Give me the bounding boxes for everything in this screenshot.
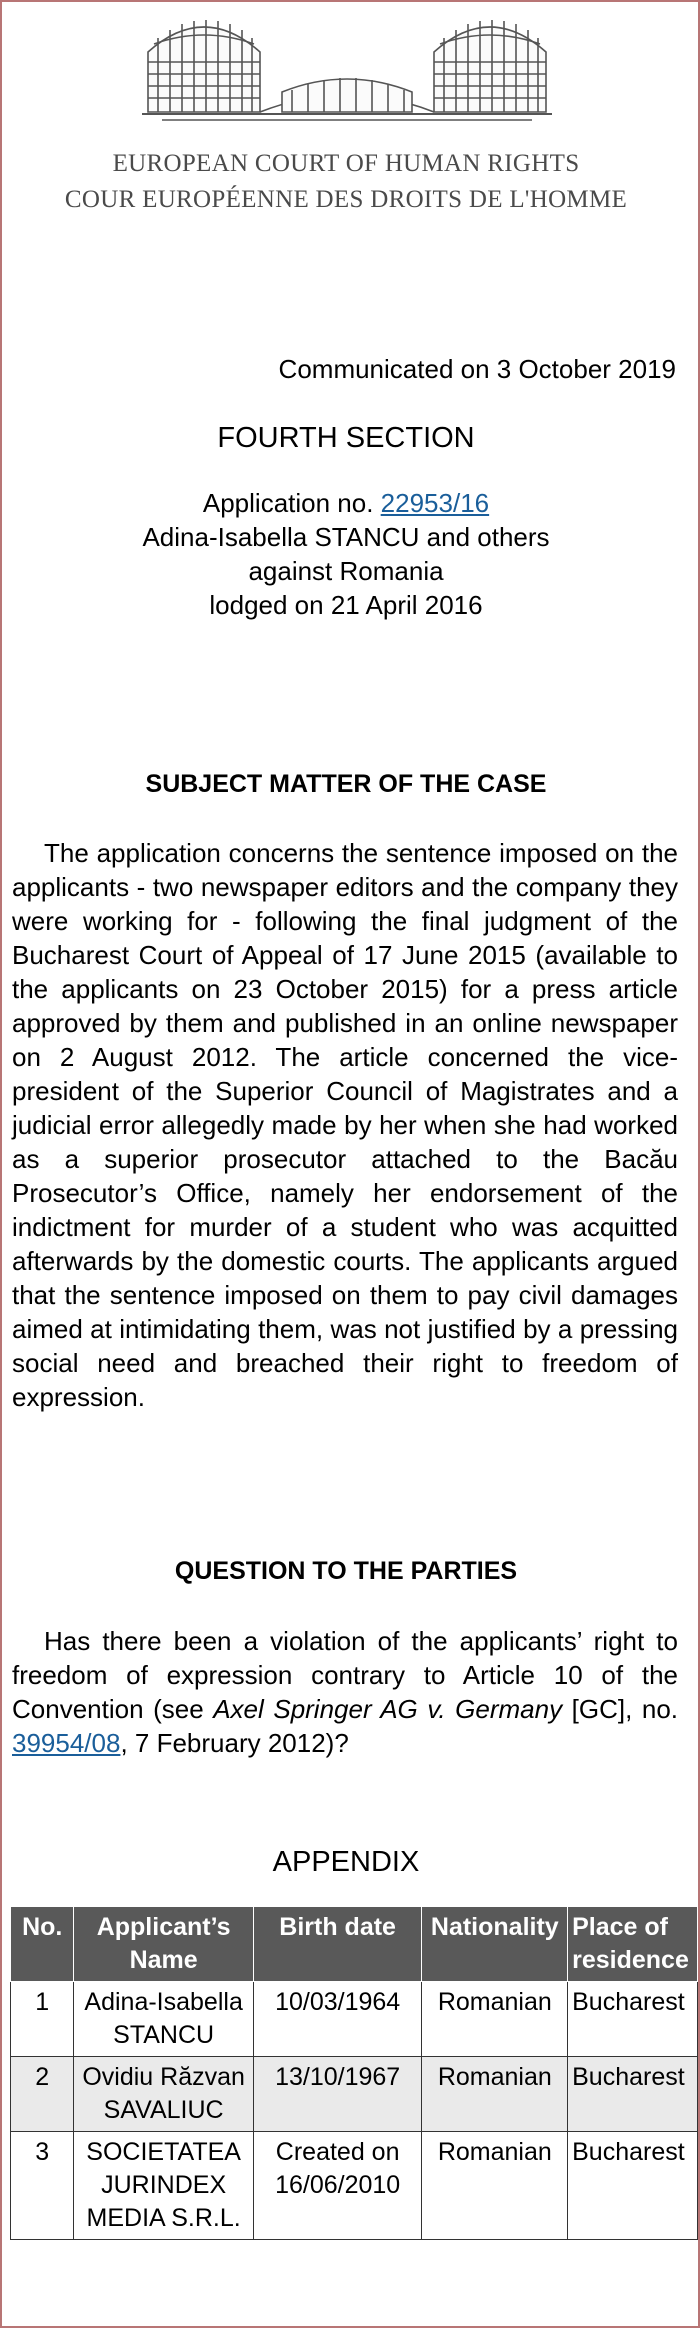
column-header-no: No. (11, 1907, 74, 1982)
application-number-link[interactable]: 22953/16 (380, 488, 490, 518)
lodged-line: lodged on 21 April 2016 (209, 590, 483, 620)
table-row (11, 1982, 698, 2057)
subject-heading: SUBJECT MATTER OF THE CASE (145, 770, 547, 798)
cell-nationality: Romanian (422, 2057, 568, 2132)
parties-line: Adina-Isabella STANCU and others (142, 522, 550, 552)
table-row (11, 2132, 698, 2240)
appendix-title: APPENDIX (272, 1846, 420, 1878)
column-header-name: Applicant’s Name (74, 1907, 253, 1982)
table-header-row (11, 1907, 698, 1982)
cell-birth: Created on 16/06/2010 (253, 2132, 422, 2240)
cell-name: Adina-Isabella STANCU (74, 1982, 253, 2057)
court-name-fr: COUR EUROPÉENNE DES DROITS DE L'HOMME (64, 186, 628, 213)
application-number-line (2, 486, 690, 520)
case-name: Axel Springer AG v. Germany (213, 1694, 563, 1724)
cell-no: 1 (11, 1982, 74, 2057)
column-header-birth: Birth date (253, 1907, 422, 1982)
column-header-residence: Place of residence (568, 1907, 698, 1982)
question-heading: QUESTION TO THE PARTIES (174, 1557, 518, 1585)
application-details (2, 486, 690, 622)
court-name-en: EUROPEAN COURT OF HUMAN RIGHTS (112, 150, 580, 177)
section-title: FOURTH SECTION (217, 422, 475, 454)
applicants-table (10, 1906, 698, 2240)
question-text-after: , 7 February 2012)? (120, 1728, 349, 1758)
cell-birth: 10/03/1964 (253, 1982, 422, 2057)
table-row (11, 2057, 698, 2132)
case-number-link[interactable]: 39954/08 (12, 1728, 121, 1758)
question-text-before: Has there been a violation of the applicants’ right to freedom of expression contrary to Article 10 of the Convention (see (12, 1626, 678, 1724)
cell-residence: Bucharest (568, 2057, 698, 2132)
court-header (2, 2, 698, 232)
cell-no: 2 (11, 2057, 74, 2132)
question-text-mid: [GC], no. (562, 1694, 679, 1724)
cell-nationality: Romanian (422, 1982, 568, 2057)
subject-paragraph: The application concerns the sentence imposed on the applicants - two newspaper editors and the company they were working for - following the final judgment of the Bucharest Court of Appeal of 17 June 2015 (available to the applicants on 23 October 2015) for a press article approved by them and published in an online newspaper on 2 August 2012. The article concerned the vice-president of the Superior Council of Magistrates and a judicial error allegedly made by her when she had worked as a superior prosecutor attached to the Bacău Prosecutor’s Office, namely her endorsement of the indictment for murder of a student who was acquitted afterwards by the domestic courts. The applicants argued that the sentence imposed on them to pay civil damages aimed at intimidating them, was not justified by a pressing social need and breached their right to freedom of expression. (12, 838, 678, 1412)
cell-birth: 13/10/1967 (253, 2057, 422, 2132)
cell-residence: Bucharest (568, 2132, 698, 2240)
cell-nationality: Romanian (422, 2132, 568, 2240)
court-building-logo-icon (142, 8, 552, 148)
application-prefix: Application no. (202, 488, 381, 518)
column-header-nationality: Nationality (422, 1907, 568, 1982)
cell-name: Ovidiu Răzvan SAVALIUC (74, 2057, 253, 2132)
communicated-date: Communicated on 3 October 2019 (278, 354, 676, 384)
against-line: against Romania (248, 556, 444, 586)
cell-name: SOCIETATEA JURINDEX MEDIA S.R.L. (74, 2132, 253, 2240)
question-paragraph (12, 1624, 678, 1760)
cell-residence: Bucharest (568, 1982, 698, 2057)
cell-no: 3 (11, 2132, 74, 2240)
